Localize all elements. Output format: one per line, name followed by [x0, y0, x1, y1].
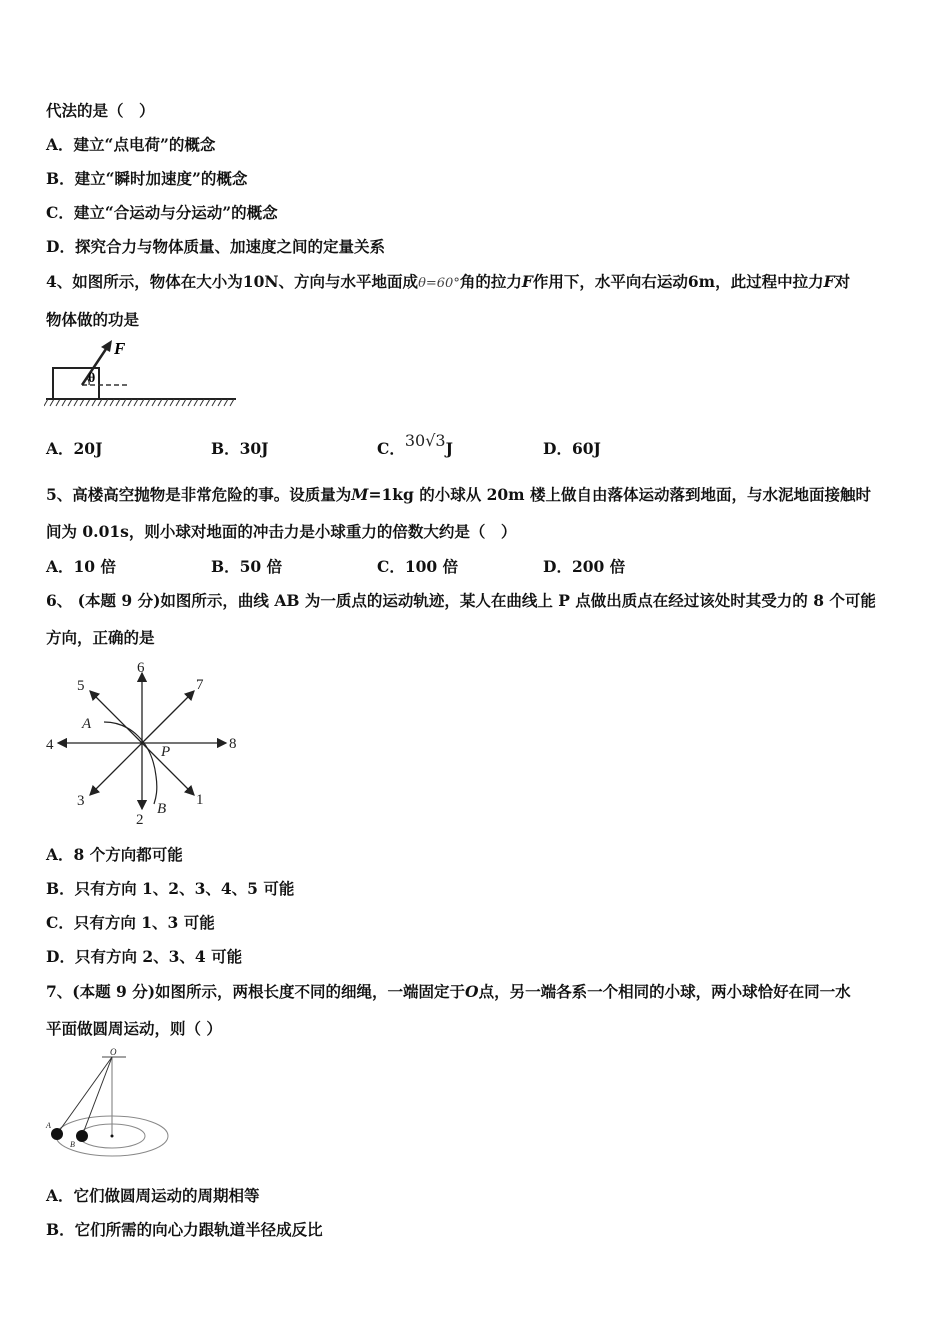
trajectory-ab: [104, 722, 157, 804]
q5-stem-line1: 5、高楼高空抛物是非常危险的事。设质量为M=1kg 的小球从 20m 楼上做自由落体运动落到地面，与水泥地面接触时: [46, 485, 871, 504]
q4-stem-line2: 物体做的功是: [46, 310, 140, 329]
label-4: 4: [46, 737, 54, 753]
q3-option-b: B．建立“瞬时加速度”的概念: [46, 169, 248, 188]
label-2: 2: [136, 812, 144, 828]
q3-stem-tail: 代法的是（ ）: [46, 101, 155, 120]
q4-options: [46, 431, 906, 464]
q3-option-a: A．建立“点电荷”的概念: [46, 135, 216, 154]
q7-stem-line1: 7、(本题 9 分)如图所示，两根长度不同的细绳，一端固定于O点，另一端各系一个相同的小球，两小球恰好在同一水: [46, 982, 851, 1001]
label-b-ball: B: [70, 1140, 75, 1149]
q7-figure: [44, 1046, 174, 1166]
q5-option-d: D．200 倍: [543, 557, 626, 576]
q4-stem-line1: 4、如图所示，物体在大小为10N、方向与水平地面成θ=60°角的拉力F作用下，水平向右运动6m，此过程中拉力F对: [46, 272, 851, 291]
label-a: A: [82, 716, 92, 732]
q6-option-d: D．只有方向 2、3、4 可能: [46, 947, 243, 966]
q4-figure: [44, 338, 239, 410]
label-6: 6: [137, 660, 145, 676]
label-5: 5: [77, 678, 85, 694]
center-dot: [111, 1135, 114, 1138]
q6-option-c: C．只有方向 1、3 可能: [46, 913, 215, 932]
force-label: F: [114, 339, 126, 358]
q4-option-b: B．30J: [211, 439, 269, 458]
label-b: B: [157, 801, 167, 817]
q5-option-c: C．100 倍: [377, 557, 459, 576]
q5-option-a: A．10 倍: [46, 557, 116, 576]
q4-option-d: D．60J: [543, 439, 601, 458]
q5-option-b: B．50 倍: [211, 557, 283, 576]
q7-stem-line2: 平面做圆周运动，则（ ）: [46, 1019, 222, 1038]
label-3: 3: [77, 793, 85, 809]
label-1: 1: [196, 792, 204, 808]
q4-option-c-math: 30√3: [404, 431, 446, 450]
q5-stem-line2: 间为 0.01s，则小球对地面的冲击力是小球重力的倍数大约是（ ）: [46, 522, 517, 541]
q6-stem-line2: 方向，正确的是: [46, 628, 155, 647]
string-a: [57, 1057, 112, 1134]
arrow-5: [90, 691, 142, 743]
label-8: 8: [229, 736, 237, 752]
label-a-ball: A: [46, 1121, 51, 1130]
label-p: P: [161, 744, 171, 760]
label-7: 7: [196, 677, 204, 693]
angle-label: θ: [88, 371, 96, 386]
ball-a: [51, 1128, 63, 1140]
ball-b: [76, 1130, 88, 1142]
q6-figure: [44, 656, 244, 828]
q4-option-c: C．30√3J: [377, 431, 453, 458]
q4-angle-math: θ=60°: [418, 276, 460, 291]
q7-option-a: A．它们做圆周运动的周期相等: [46, 1186, 260, 1205]
q3-option-d: D．探究合力与物体质量、加速度之间的定量关系: [46, 237, 385, 256]
q6-option-b: B．只有方向 1、2、3、4、5 可能: [46, 879, 295, 898]
q6-stem-line1: 6、 (本题 9 分)如图所示，曲线 AB 为一质点的运动轨迹，某人在曲线上 P 点做出质点在经过该处时其受力的 8 个可能: [46, 591, 876, 610]
arrow-3: [90, 743, 142, 795]
q4-option-a: A．20J: [46, 439, 103, 458]
q6-option-a: A．8 个方向都可能: [46, 845, 183, 864]
arrow-7: [142, 691, 194, 743]
label-o: O: [110, 1047, 117, 1057]
q5-options: [46, 556, 906, 582]
q7-option-b: B．它们所需的向心力跟轨道半径成反比: [46, 1220, 323, 1239]
q3-option-c: C．建立“合运动与分运动”的概念: [46, 203, 278, 222]
